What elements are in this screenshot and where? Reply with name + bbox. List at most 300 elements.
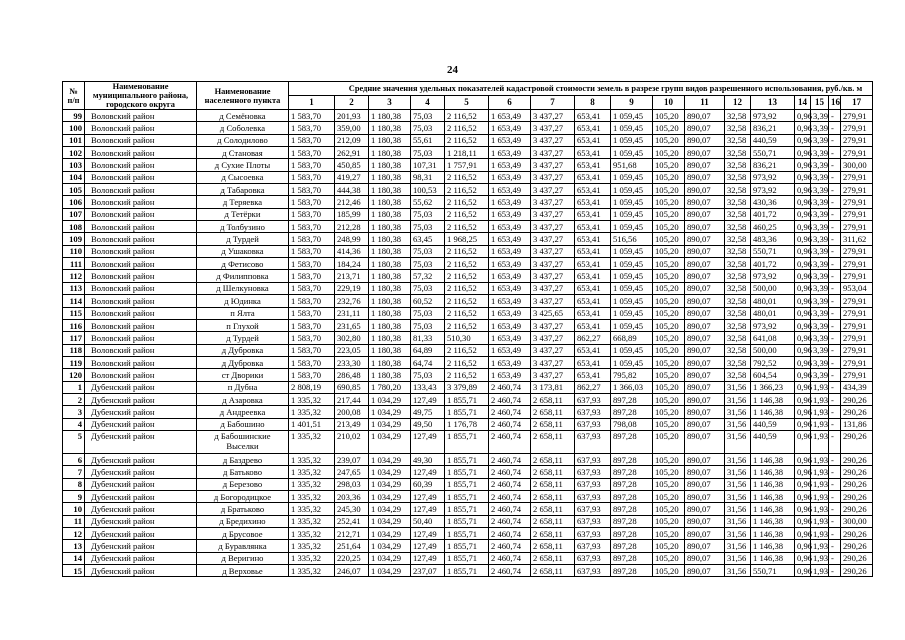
value-cell-group-6: 2 460,74 [489,528,531,540]
value-cell-group-3: 1 180,38 [369,282,411,294]
value-cell-group-10: 105,20 [653,478,685,490]
value-cell-group-4: 127,49 [411,528,445,540]
value-cell-group-16: - [829,270,841,282]
value-cell-group-12: 31,56 [725,478,751,490]
value-cell-group-9: 1 059,45 [611,270,653,282]
value-cell-group-12: 32,58 [725,147,751,159]
value-cell-group-16: - [829,406,841,418]
value-cell-group-12: 32,58 [725,307,751,319]
value-cell-group-13: 460,25 [751,221,795,233]
value-cell-group-16: - [829,344,841,356]
row-number: 116 [63,319,85,331]
value-cell-group-7: 3 437,27 [531,245,575,257]
value-cell-group-16: - [829,233,841,245]
value-cell-group-5: 2 116,52 [445,221,489,233]
header-group-1: 1 [289,96,335,110]
value-cell-group-12: 31,56 [725,381,751,393]
value-cell-group-9: 897,28 [611,565,653,577]
value-cell-group-10: 105,20 [653,528,685,540]
value-cell-group-7: 3 437,27 [531,319,575,331]
row-number: 99 [63,110,85,122]
value-cell-group-11: 890,07 [685,245,725,257]
value-cell-group-8: 637,93 [575,430,611,453]
value-cell-group-8: 637,93 [575,478,611,490]
value-cell-group-9: 897,28 [611,453,653,465]
value-cell-group-15: 3,39 [811,184,829,196]
value-cell-group-15: 1,93 [811,393,829,405]
value-cell-group-16: - [829,147,841,159]
value-cell-group-5: 2 116,52 [445,307,489,319]
value-cell-group-14: 0,96 [795,295,811,307]
settlement-name: д Фетисово [197,258,289,270]
value-cell-group-7: 2 658,11 [531,490,575,502]
district-name: Дубенский район [85,393,197,405]
value-cell-group-16: - [829,478,841,490]
table-row [63,184,873,196]
value-cell-group-7: 3 437,27 [531,134,575,146]
value-cell-group-15: 3,39 [811,208,829,220]
header-group-2: 2 [335,96,369,110]
row-number: 114 [63,295,85,307]
value-cell-group-13: 1 146,38 [751,552,795,564]
value-cell-group-13: 550,71 [751,245,795,257]
value-cell-group-1: 1 583,70 [289,332,335,344]
district-name: Дубенский район [85,490,197,502]
value-cell-group-2: 286,48 [335,369,369,381]
value-cell-group-11: 890,07 [685,528,725,540]
value-cell-group-2: 231,11 [335,307,369,319]
value-cell-group-3: 1 034,29 [369,565,411,577]
value-cell-group-12: 32,58 [725,171,751,183]
value-cell-group-3: 1 180,38 [369,122,411,134]
value-cell-group-11: 890,07 [685,184,725,196]
value-cell-group-15: 3,39 [811,122,829,134]
value-cell-group-15: 3,39 [811,270,829,282]
header-group-17: 17 [841,96,873,110]
value-cell-group-7: 2 658,11 [531,430,575,453]
settlement-name: д Теряевка [197,196,289,208]
value-cell-group-3: 1 034,29 [369,393,411,405]
value-cell-group-6: 1 653,49 [489,295,531,307]
value-cell-group-12: 32,58 [725,233,751,245]
settlement-name: д Шелкуновка [197,282,289,294]
value-cell-group-10: 105,20 [653,159,685,171]
value-cell-group-5: 1 855,71 [445,552,489,564]
value-cell-group-2: 252,41 [335,515,369,527]
value-cell-group-17: 290,26 [841,393,873,405]
value-cell-group-13: 836,21 [751,122,795,134]
value-cell-group-2: 262,91 [335,147,369,159]
value-cell-group-13: 430,36 [751,196,795,208]
value-cell-group-4: 75,03 [411,369,445,381]
value-cell-group-3: 1 180,38 [369,245,411,257]
value-cell-group-6: 2 460,74 [489,381,531,393]
value-cell-group-7: 3 437,27 [531,221,575,233]
value-cell-group-13: 641,08 [751,332,795,344]
value-cell-group-10: 105,20 [653,332,685,344]
value-cell-group-1: 1 583,70 [289,208,335,220]
value-cell-group-3: 1 180,38 [369,332,411,344]
value-cell-group-10: 105,20 [653,122,685,134]
value-cell-group-3: 1 034,29 [369,503,411,515]
value-cell-group-7: 3 437,27 [531,122,575,134]
value-cell-group-1: 1 583,70 [289,369,335,381]
value-cell-group-6: 2 460,74 [489,515,531,527]
row-number: 104 [63,171,85,183]
value-cell-group-1: 1 335,32 [289,430,335,453]
district-name: Дубенский район [85,540,197,552]
value-cell-group-9: 1 059,45 [611,356,653,368]
settlement-name: д Турдей [197,233,289,245]
district-name: Дубенский район [85,466,197,478]
value-cell-group-12: 32,58 [725,258,751,270]
value-cell-group-8: 653,41 [575,147,611,159]
value-cell-group-1: 2 808,19 [289,381,335,393]
value-cell-group-2: 212,28 [335,221,369,233]
value-cell-group-1: 1 335,32 [289,466,335,478]
value-cell-group-9: 897,28 [611,515,653,527]
row-number: 103 [63,159,85,171]
value-cell-group-1: 1 401,51 [289,418,335,430]
value-cell-group-14: 0,96 [795,134,811,146]
value-cell-group-7: 2 658,11 [531,453,575,465]
value-cell-group-15: 3,39 [811,332,829,344]
value-cell-group-12: 32,58 [725,122,751,134]
value-cell-group-12: 31,56 [725,565,751,577]
value-cell-group-16: - [829,110,841,122]
value-cell-group-15: 3,39 [811,147,829,159]
value-cell-group-2: 298,03 [335,478,369,490]
value-cell-group-17: 300,00 [841,159,873,171]
value-cell-group-10: 105,20 [653,344,685,356]
value-cell-group-14: 0,96 [795,270,811,282]
value-cell-group-14: 0,96 [795,147,811,159]
district-name: Воловский район [85,221,197,233]
value-cell-group-15: 3,39 [811,134,829,146]
value-cell-group-4: 64,74 [411,356,445,368]
value-cell-group-17: 290,26 [841,430,873,453]
row-number: 9 [63,490,85,502]
value-cell-group-10: 105,20 [653,134,685,146]
table-body [63,110,873,577]
value-cell-group-8: 653,41 [575,369,611,381]
value-cell-group-17: 279,91 [841,184,873,196]
header-values-title: Средние значения удельных показателей кадастровой стоимости земель в разрезе групп видов разрешенного использования, руб./кв. м [289,82,873,96]
value-cell-group-17: 279,91 [841,270,873,282]
table-row [63,393,873,405]
value-cell-group-3: 1 180,38 [369,147,411,159]
table-row [63,307,873,319]
value-cell-group-15: 1,93 [811,430,829,453]
value-cell-group-1: 1 335,32 [289,552,335,564]
value-cell-group-13: 1 146,38 [751,478,795,490]
value-cell-group-10: 105,20 [653,406,685,418]
value-cell-group-4: 55,62 [411,196,445,208]
value-cell-group-14: 0,96 [795,208,811,220]
value-cell-group-14: 0,96 [795,171,811,183]
value-cell-group-15: 1,93 [811,565,829,577]
value-cell-group-10: 105,20 [653,381,685,393]
value-cell-group-13: 1 146,38 [751,503,795,515]
district-name: Воловский район [85,147,197,159]
value-cell-group-17: 279,91 [841,147,873,159]
value-cell-group-17: 290,26 [841,453,873,465]
value-cell-group-5: 2 116,52 [445,258,489,270]
table-row [63,134,873,146]
value-cell-group-12: 31,56 [725,490,751,502]
table-row [63,344,873,356]
value-cell-group-3: 1 034,29 [369,418,411,430]
value-cell-group-15: 1,93 [811,540,829,552]
value-cell-group-3: 1 180,38 [369,307,411,319]
value-cell-group-6: 1 653,49 [489,319,531,331]
value-cell-group-2: 229,19 [335,282,369,294]
district-name: Воловский район [85,282,197,294]
value-cell-group-7: 2 658,11 [531,540,575,552]
value-cell-group-8: 637,93 [575,565,611,577]
value-cell-group-4: 81,33 [411,332,445,344]
value-cell-group-11: 890,07 [685,356,725,368]
value-cell-group-2: 450,85 [335,159,369,171]
settlement-name: д Филипповка [197,270,289,282]
value-cell-group-4: 75,03 [411,122,445,134]
value-cell-group-1: 1 583,70 [289,319,335,331]
value-cell-group-13: 973,92 [751,184,795,196]
value-cell-group-2: 201,93 [335,110,369,122]
value-cell-group-16: - [829,356,841,368]
value-cell-group-11: 890,07 [685,307,725,319]
value-cell-group-17: 279,91 [841,356,873,368]
row-number: 4 [63,418,85,430]
value-cell-group-3: 1 034,29 [369,490,411,502]
table-row [63,418,873,430]
value-cell-group-10: 105,20 [653,147,685,159]
value-cell-group-15: 3,39 [811,307,829,319]
table-row [63,319,873,331]
value-cell-group-13: 604,54 [751,369,795,381]
row-number: 15 [63,565,85,577]
district-name: Дубенский район [85,503,197,515]
value-cell-group-5: 2 116,52 [445,295,489,307]
value-cell-group-13: 480,01 [751,295,795,307]
value-cell-group-16: - [829,369,841,381]
row-number: 5 [63,430,85,453]
value-cell-group-1: 1 583,70 [289,295,335,307]
value-cell-group-17: 279,91 [841,221,873,233]
table-row [63,515,873,527]
table-row [63,282,873,294]
header-group-3: 3 [369,96,411,110]
table-row [63,453,873,465]
value-cell-group-2: 239,07 [335,453,369,465]
settlement-name: д Сухие Плоты [197,159,289,171]
district-name: Воловский район [85,319,197,331]
settlement-name: д Бредихино [197,515,289,527]
row-number: 11 [63,515,85,527]
value-cell-group-11: 890,07 [685,295,725,307]
value-cell-group-5: 1 855,71 [445,393,489,405]
value-cell-group-5: 1 855,71 [445,406,489,418]
header-group-10: 10 [653,96,685,110]
value-cell-group-13: 480,01 [751,307,795,319]
value-cell-group-8: 653,41 [575,356,611,368]
value-cell-group-7: 2 658,11 [531,552,575,564]
value-cell-group-10: 105,20 [653,453,685,465]
value-cell-group-14: 0,96 [795,393,811,405]
value-cell-group-15: 3,39 [811,282,829,294]
settlement-name: д Бабошино [197,418,289,430]
value-cell-group-8: 637,93 [575,393,611,405]
value-cell-group-9: 1 366,03 [611,381,653,393]
value-cell-group-5: 1 176,78 [445,418,489,430]
value-cell-group-1: 1 335,32 [289,540,335,552]
district-name: Воловский район [85,196,197,208]
value-cell-group-13: 440,59 [751,418,795,430]
value-cell-group-4: 63,45 [411,233,445,245]
value-cell-group-8: 862,27 [575,381,611,393]
value-cell-group-7: 3 437,27 [531,208,575,220]
row-number: 1 [63,381,85,393]
value-cell-group-11: 890,07 [685,233,725,245]
settlement-name: п Ялта [197,307,289,319]
value-cell-group-14: 0,96 [795,540,811,552]
value-cell-group-16: - [829,134,841,146]
value-cell-group-4: 60,39 [411,478,445,490]
value-cell-group-3: 1 034,29 [369,478,411,490]
value-cell-group-1: 1 583,70 [289,356,335,368]
value-cell-group-10: 105,20 [653,540,685,552]
value-cell-group-2: 212,46 [335,196,369,208]
value-cell-group-10: 105,20 [653,307,685,319]
settlement-name: д Тетёрки [197,208,289,220]
value-cell-group-6: 1 653,49 [489,184,531,196]
value-cell-group-11: 890,07 [685,540,725,552]
value-cell-group-2: 220,25 [335,552,369,564]
value-cell-group-17: 279,91 [841,245,873,257]
row-number: 105 [63,184,85,196]
header-settlement: Наименование населенного пункта [197,82,289,110]
row-number: 117 [63,332,85,344]
value-cell-group-11: 890,07 [685,503,725,515]
value-cell-group-1: 1 583,70 [289,258,335,270]
value-cell-group-6: 1 653,49 [489,282,531,294]
value-cell-group-7: 2 658,11 [531,466,575,478]
value-cell-group-1: 1 335,32 [289,490,335,502]
value-cell-group-13: 440,59 [751,430,795,453]
settlement-name: п Глухой [197,319,289,331]
district-name: Воловский район [85,233,197,245]
value-cell-group-13: 792,52 [751,356,795,368]
value-cell-group-5: 2 116,52 [445,270,489,282]
value-cell-group-11: 890,07 [685,208,725,220]
value-cell-group-9: 798,08 [611,418,653,430]
value-cell-group-10: 105,20 [653,208,685,220]
district-name: Дубенский район [85,528,197,540]
value-cell-group-8: 653,41 [575,196,611,208]
value-cell-group-16: - [829,503,841,515]
value-cell-group-4: 75,03 [411,282,445,294]
value-cell-group-17: 279,91 [841,319,873,331]
value-cell-group-14: 0,96 [795,110,811,122]
value-cell-group-15: 3,39 [811,159,829,171]
value-cell-group-9: 1 059,45 [611,208,653,220]
value-cell-group-15: 3,39 [811,171,829,183]
value-cell-group-4: 75,03 [411,319,445,331]
value-cell-group-10: 105,20 [653,503,685,515]
value-cell-group-16: - [829,381,841,393]
value-cell-group-5: 1 855,71 [445,430,489,453]
value-cell-group-2: 217,44 [335,393,369,405]
value-cell-group-5: 3 379,89 [445,381,489,393]
value-cell-group-8: 653,41 [575,221,611,233]
table-row [63,208,873,220]
value-cell-group-13: 550,71 [751,565,795,577]
value-cell-group-10: 105,20 [653,418,685,430]
value-cell-group-9: 1 059,45 [611,258,653,270]
value-cell-group-9: 1 059,45 [611,344,653,356]
value-cell-group-1: 1 335,32 [289,478,335,490]
value-cell-group-12: 31,56 [725,466,751,478]
value-cell-group-2: 419,27 [335,171,369,183]
value-cell-group-11: 890,07 [685,282,725,294]
table-row [63,552,873,564]
value-cell-group-6: 2 460,74 [489,418,531,430]
value-cell-group-16: - [829,515,841,527]
value-cell-group-9: 897,28 [611,393,653,405]
value-cell-group-15: 3,39 [811,245,829,257]
value-cell-group-1: 1 583,70 [289,245,335,257]
settlement-name: д Дубровка [197,344,289,356]
district-name: Воловский район [85,184,197,196]
value-cell-group-10: 105,20 [653,552,685,564]
value-cell-group-7: 3 437,27 [531,258,575,270]
value-cell-group-6: 1 653,49 [489,270,531,282]
value-cell-group-10: 105,20 [653,245,685,257]
value-cell-group-9: 1 059,45 [611,134,653,146]
value-cell-group-12: 32,58 [725,110,751,122]
row-number: 7 [63,466,85,478]
district-name: Дубенский район [85,565,197,577]
value-cell-group-9: 951,68 [611,159,653,171]
value-cell-group-17: 279,91 [841,369,873,381]
value-cell-group-12: 31,56 [725,515,751,527]
value-cell-group-6: 1 653,49 [489,332,531,344]
value-cell-group-3: 1 180,38 [369,221,411,233]
value-cell-group-13: 500,00 [751,344,795,356]
value-cell-group-3: 1 180,38 [369,319,411,331]
value-cell-group-5: 2 116,52 [445,184,489,196]
row-number: 8 [63,478,85,490]
value-cell-group-12: 32,58 [725,134,751,146]
row-number: 112 [63,270,85,282]
row-number: 13 [63,540,85,552]
value-cell-group-12: 31,56 [725,540,751,552]
value-cell-group-11: 890,07 [685,565,725,577]
value-cell-group-6: 1 653,49 [489,307,531,319]
district-name: Воловский район [85,245,197,257]
value-cell-group-17: 290,26 [841,528,873,540]
value-cell-group-5: 2 116,52 [445,196,489,208]
value-cell-group-1: 1 583,70 [289,344,335,356]
value-cell-group-9: 897,28 [611,430,653,453]
value-cell-group-14: 0,96 [795,196,811,208]
value-cell-group-11: 890,07 [685,453,725,465]
value-cell-group-12: 32,58 [725,184,751,196]
district-name: Дубенский район [85,515,197,527]
value-cell-group-15: 3,39 [811,110,829,122]
value-cell-group-6: 2 460,74 [489,503,531,515]
value-cell-group-9: 897,28 [611,540,653,552]
